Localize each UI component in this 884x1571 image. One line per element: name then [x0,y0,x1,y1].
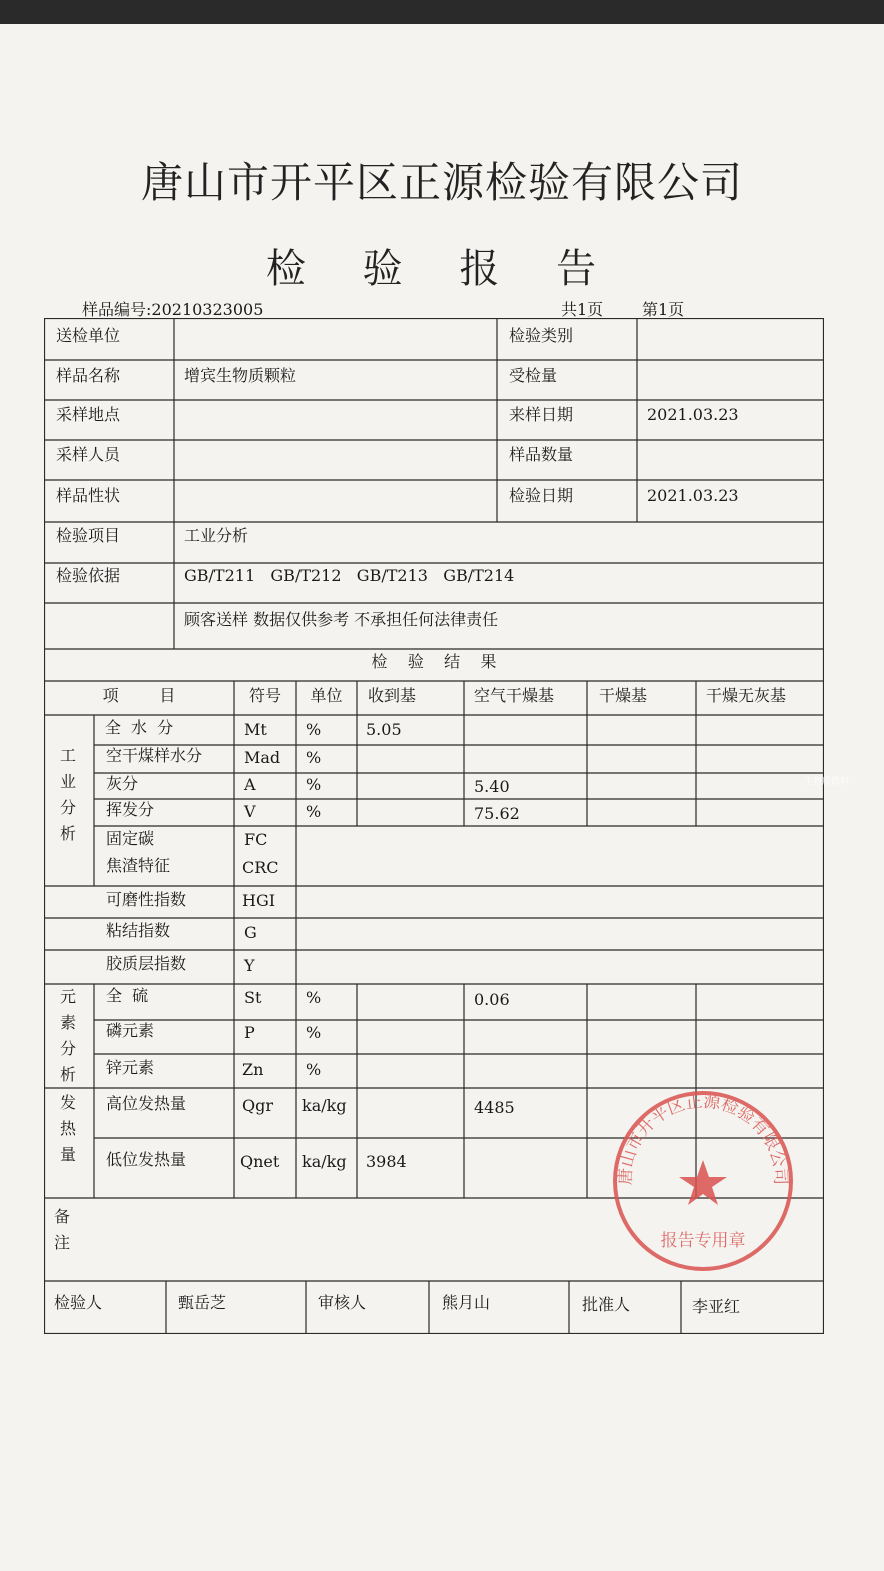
disclaimer-note: 顾客送样 数据仅供参考 不承担任何法律责任 [184,610,499,629]
sampler-label: 采样人员 [56,445,121,464]
page-number: 第1页 [642,300,685,319]
inspect-item-label: 检验项目 [56,526,121,545]
element-group-char: 元 [59,987,76,1006]
qnet-label: 低位发热量 [106,1150,187,1169]
qgr-label: 高位发热量 [106,1094,187,1113]
total-moisture-ar: 5.05 [366,720,402,739]
inspect-date-label: 检验日期 [509,486,574,505]
sulfur-symbol: St [244,988,262,1007]
total-moisture-symbol: Mt [244,720,267,739]
sulfur-ad: 0.06 [474,990,510,1009]
col-ar-header: 收到基 [368,686,417,705]
col-symbol-header: 符号 [248,686,281,705]
caking-symbol: G [244,923,257,942]
volatile-symbol: V [244,802,256,821]
colloid-label: 胶质层指数 [106,954,187,973]
inspector-name: 甄岳芝 [178,1293,227,1312]
heat-group-char: 发 [59,1093,76,1112]
industrial-group-char: 工 [59,746,76,765]
approver-label: 批准人 [582,1295,631,1314]
arrival-date-value: 2021.03.23 [647,405,739,424]
zinc-unit: % [306,1060,322,1079]
results-title: 检 验 结 果 [371,652,497,671]
hgi-label: 可磨性指数 [106,890,187,909]
phosphorus-symbol: P [244,1023,255,1042]
qgr-unit: ka/kg [302,1096,347,1115]
inspected-qty-label: 受检量 [509,366,558,385]
total-pages: 共1页 [561,300,604,319]
inspect-item-value: 工业分析 [184,526,249,545]
watermark: 生物质燃料 [804,777,850,787]
reviewer-label: 审核人 [318,1293,367,1312]
industrial-group-char: 析 [59,824,76,843]
element-group-char: 素 [59,1013,76,1032]
phosphorus-label: 磷元素 [106,1021,155,1040]
send-unit-label: 送检单位 [56,326,121,345]
remark-char: 备 [53,1207,70,1226]
zinc-symbol: Zn [242,1060,264,1079]
sample-number-value: 20210323005 [151,300,264,319]
ash-label: 灰分 [106,774,139,793]
seal-text: 唐山市开平区正源检验有限公司 [615,1091,791,1186]
qgr-ad: 4485 [474,1098,515,1117]
mad-symbol: Mad [244,748,281,767]
col-unit-header: 单位 [310,686,343,705]
industrial-group-char: 业 [59,772,76,791]
inspect-basis-label: 检验依据 [56,566,121,585]
ash-ad: 5.40 [474,777,510,796]
industrial-group-char: 分 [59,798,76,817]
colloid-symbol: Y [244,956,255,975]
qnet-ar: 3984 [366,1152,407,1171]
col-d-header: 干燥基 [599,686,648,705]
inspect-type-label: 检验类别 [509,326,574,345]
inspector-label: 检验人 [54,1293,103,1312]
qnet-symbol: Qnet [240,1152,280,1171]
qnet-unit: ka/kg [302,1152,347,1171]
sample-qty-label: 样品数量 [509,445,574,464]
hgi-symbol: HGI [242,891,276,910]
col-ad-header: 空气干燥基 [474,686,555,705]
remark-char: 注 [53,1233,70,1252]
fixed-carbon-symbol: FC [244,830,268,849]
crc-symbol: CRC [242,858,279,877]
col-daf-header: 干燥无灰基 [706,686,787,705]
heat-group-char: 量 [59,1145,76,1164]
sample-state-label: 样品性状 [56,486,121,505]
seal-star-icon [679,1160,727,1205]
zinc-label: 锌元素 [106,1058,155,1077]
sulfur-label: 全 硫 [106,986,149,1005]
caking-label: 粘结指数 [106,921,171,940]
volatile-label: 挥发分 [106,800,155,819]
report-title: 检 验 报 告 [265,246,619,292]
ash-unit: % [306,775,322,794]
mad-unit: % [306,748,322,767]
company-name: 唐山市开平区正源检验有限公司 [140,158,743,207]
sample-number-label: 样品编号: [82,300,152,319]
inspect-basis-value: GB/T211 GB/T212 GB/T213 GB/T214 [184,566,515,585]
mad-label: 空干煤样水分 [106,746,203,765]
volatile-unit: % [306,802,322,821]
col-item-header: 项 目 [102,686,176,705]
sample-name-value: 增宾生物质颗粒 [184,366,297,385]
arrival-date-label: 来样日期 [509,405,574,424]
element-group-char: 分 [59,1039,76,1058]
inspect-date-value: 2021.03.23 [647,486,739,505]
phosphorus-unit: % [306,1023,322,1042]
approver-name: 李亚红 [692,1297,741,1316]
sample-name-label: 样品名称 [56,366,121,385]
official-seal [608,1086,798,1276]
reviewer-name: 熊月山 [442,1293,491,1312]
qgr-symbol: Qgr [242,1096,274,1115]
ash-symbol: A [244,775,256,794]
sulfur-unit: % [306,988,322,1007]
crc-label: 焦渣特征 [106,856,171,875]
seal-subtext: 报告专用章 [660,1231,746,1251]
element-group-char: 析 [59,1065,76,1084]
volatile-ad: 75.62 [474,804,520,823]
fixed-carbon-label: 固定碳 [106,829,155,848]
total-moisture-unit: % [306,720,322,739]
sample-number [82,297,263,320]
sampling-place-label: 采样地点 [56,405,121,424]
heat-group-char: 热 [59,1119,76,1138]
total-moisture-label: 全 水 分 [104,718,174,737]
